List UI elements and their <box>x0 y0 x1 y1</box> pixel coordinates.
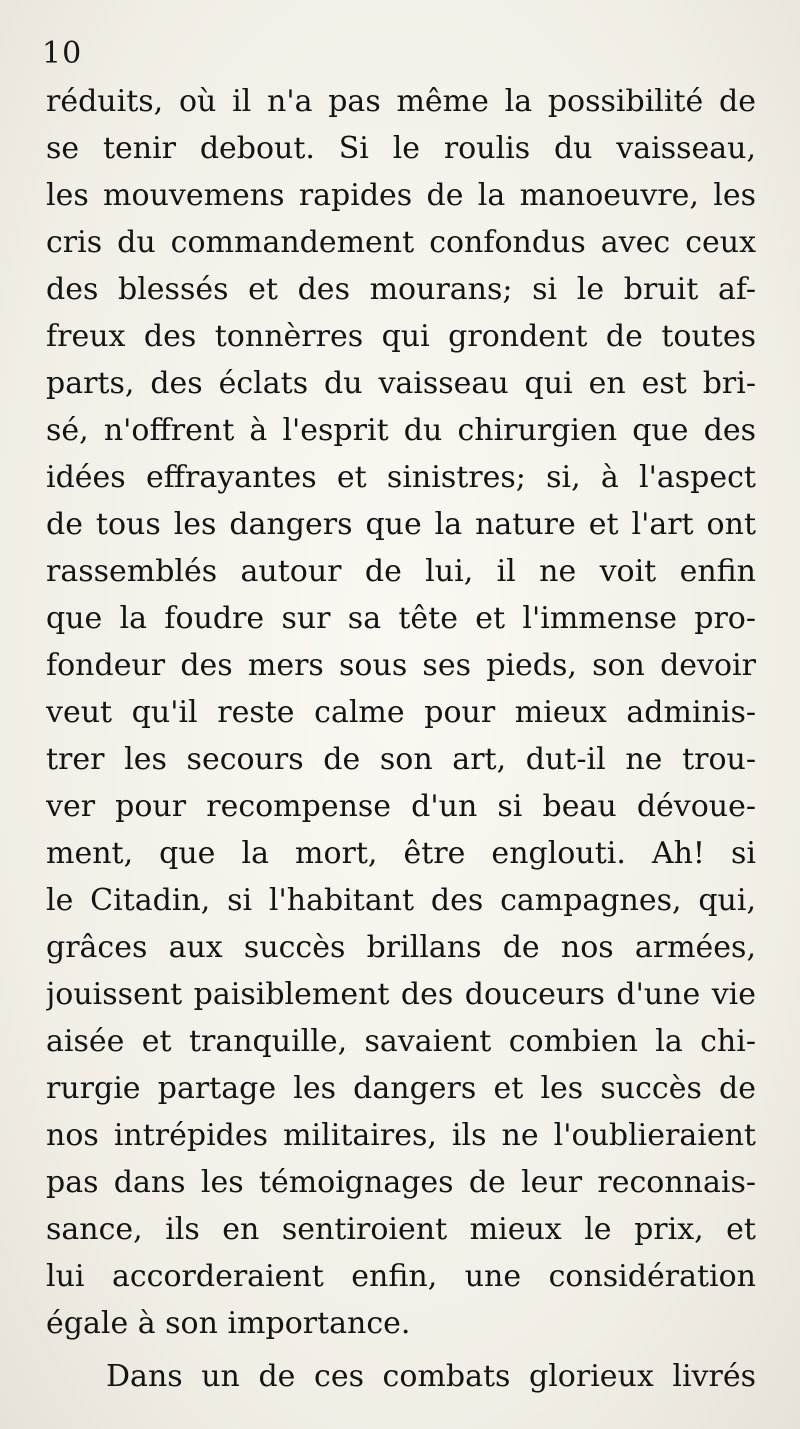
text-line: cris du commandement confondus avec ceux <box>46 225 756 260</box>
text-line: idées effrayantes et sinistres; si, à l'aspect <box>46 460 756 495</box>
text-line: ment, que la mort, être englouti. Ah! si <box>46 836 756 871</box>
text-line: pas dans les témoignages de leur reconnais- <box>46 1165 756 1200</box>
body-text <box>46 78 756 1400</box>
text-line: sé, n'offrent à l'esprit du chirurgien que des <box>46 413 756 448</box>
text-line: Dans un de ces combats glorieux livrés <box>106 1359 756 1394</box>
text-line: jouissent paisiblement des douceurs d'une vie <box>46 977 756 1012</box>
text-line: le Citadin, si l'habitant des campagnes, qui, <box>46 883 756 918</box>
text-line: sance, ils en sentiroient mieux le prix, et <box>46 1212 756 1247</box>
text-line: égale à son importance. <box>46 1306 411 1341</box>
text-line: ver pour recompense d'un si beau dévoue- <box>46 789 756 824</box>
paragraph-2 <box>46 1353 756 1400</box>
text-line: parts, des éclats du vaisseau qui en est bri- <box>46 366 756 401</box>
text-line: veut qu'il reste calme pour mieux adminis- <box>46 695 756 730</box>
text-line: que la foudre sur sa tête et l'immense pro- <box>46 601 756 636</box>
text-line: rurgie partage les dangers et les succès de <box>46 1071 756 1106</box>
text-line: fondeur des mers sous ses pieds, son devoir <box>46 648 756 683</box>
text-line: aisée et tranquille, savaient combien la chi- <box>46 1024 756 1059</box>
text-line: nos intrépides militaires, ils ne l'oublieraient <box>46 1118 756 1153</box>
page-number: 10 <box>42 36 83 71</box>
text-line: rassemblés autour de lui, il ne voit enfin <box>46 554 756 589</box>
text-line: réduits, où il n'a pas même la possibilité de <box>46 84 756 119</box>
text-line: grâces aux succès brillans de nos armées, <box>46 930 756 965</box>
text-line: les mouvemens rapides de la manoeuvre, les <box>46 178 756 213</box>
paragraph-1 <box>46 78 756 1347</box>
text-line: lui accorderaient enfin, une considération <box>46 1259 756 1294</box>
text-line: trer les secours de son art, dut-il ne trou- <box>46 742 756 777</box>
text-line: des blessés et des mourans; si le bruit af- <box>46 272 756 307</box>
text-line: se tenir debout. Si le roulis du vaisseau, <box>46 131 756 166</box>
text-line: de tous les dangers que la nature et l'art ont <box>46 507 756 542</box>
text-line: freux des tonnèrres qui grondent de toutes <box>46 319 756 354</box>
